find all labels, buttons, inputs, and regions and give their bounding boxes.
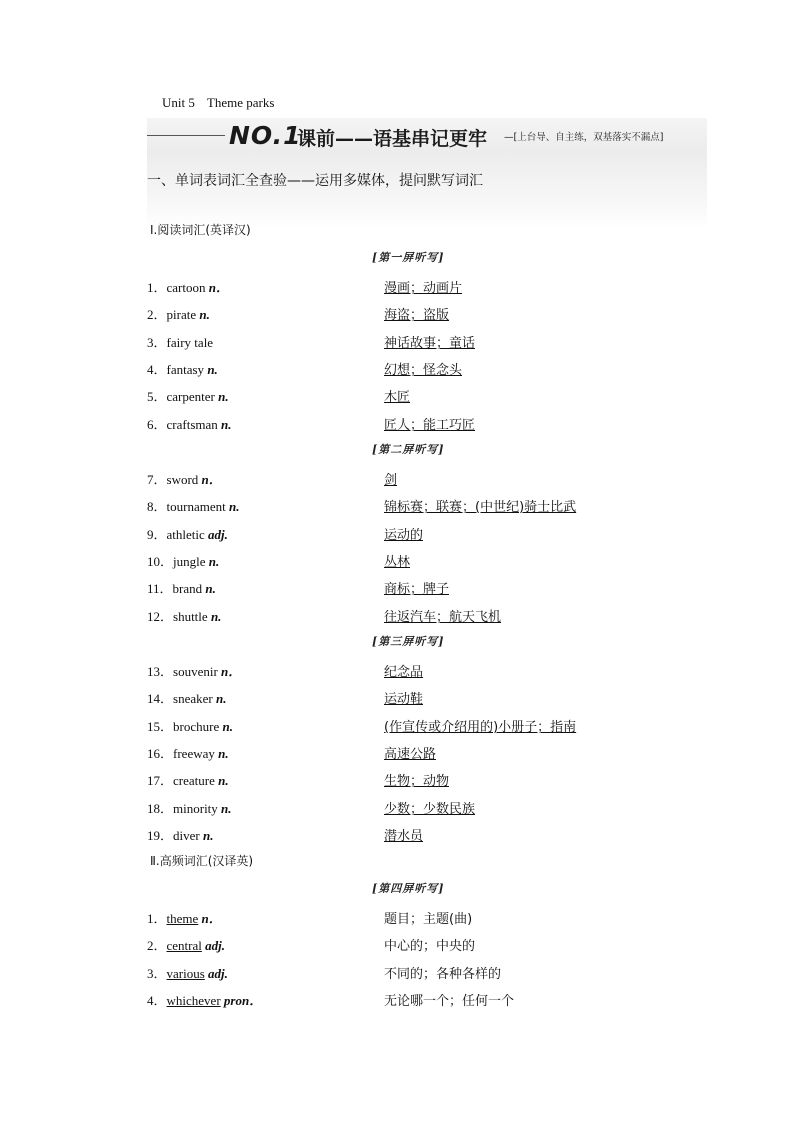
chinese-meaning: 锦标赛；联赛；(中世纪)骑士比武 bbox=[384, 500, 577, 515]
unit-label: Unit 5 bbox=[162, 95, 195, 110]
vocab-term bbox=[147, 798, 232, 817]
chinese-meaning: 无论哪一个；任何一个 bbox=[384, 994, 515, 1009]
vocab-term bbox=[147, 277, 229, 296]
chinese-meaning: 纪念品 bbox=[384, 665, 424, 680]
part-of-speech: n． bbox=[221, 664, 242, 679]
english-word: brochure bbox=[173, 719, 220, 734]
vocab-term bbox=[147, 414, 232, 433]
chinese-meaning: 不同的；各种各样的 bbox=[384, 967, 502, 982]
item-number: 10． bbox=[147, 554, 174, 569]
english-word: carpenter bbox=[166, 389, 215, 404]
item-number: 11． bbox=[147, 581, 173, 596]
screen-label: [第一屏听写] bbox=[372, 251, 445, 264]
section-heading: 一、单词表词汇全查验——运用多媒体，提问默写词汇 bbox=[147, 173, 483, 189]
chinese-meaning: 潜水员 bbox=[384, 829, 424, 844]
chinese-meaning: 剑 bbox=[384, 473, 398, 488]
item-number: 15． bbox=[147, 719, 174, 734]
english-word: brand bbox=[172, 581, 203, 596]
english-word: fairy tale bbox=[166, 335, 214, 350]
vocab-row bbox=[0, 798, 794, 820]
english-word: cartoon bbox=[166, 280, 206, 295]
english-word: central bbox=[166, 938, 202, 953]
chinese-meaning: 题目；主题(曲) bbox=[384, 912, 473, 927]
chinese-meaning: 丛林 bbox=[384, 555, 411, 570]
item-number: 2． bbox=[147, 938, 167, 953]
english-word: tournament bbox=[166, 499, 226, 514]
part-of-speech: n. bbox=[218, 746, 229, 761]
item-number: 19． bbox=[147, 828, 174, 843]
item-number: 4． bbox=[147, 993, 167, 1008]
chinese-meaning: (作宣传或介绍用的)小册子；指南 bbox=[384, 720, 577, 735]
part-of-speech: n. bbox=[208, 554, 220, 569]
vocab-term bbox=[147, 770, 229, 789]
chinese-meaning: 商标；牌子 bbox=[384, 582, 450, 597]
section-banner bbox=[147, 121, 707, 149]
vocab-term bbox=[147, 551, 219, 570]
vocab-row bbox=[0, 386, 794, 408]
vocab-row bbox=[0, 524, 794, 546]
vocab-row bbox=[0, 743, 794, 765]
item-number: 14． bbox=[147, 691, 174, 706]
vocab-term bbox=[147, 524, 228, 543]
part-of-speech: adj. bbox=[208, 527, 228, 542]
banner-note: —[上台导、自主练，双基落实不漏点] bbox=[504, 132, 664, 143]
english-word: sword bbox=[166, 472, 199, 487]
vocab-row bbox=[0, 496, 794, 518]
item-number: 7． bbox=[147, 472, 167, 487]
chinese-meaning: 少数；少数民族 bbox=[384, 802, 476, 817]
part-of-speech: n. bbox=[228, 499, 240, 514]
english-word: creature bbox=[173, 773, 215, 788]
part-of-speech: n. bbox=[215, 691, 227, 706]
screen-label: [第四屏听写] bbox=[372, 882, 445, 895]
vocab-row bbox=[0, 935, 794, 957]
vocab-term bbox=[147, 990, 262, 1009]
vocab-term bbox=[147, 963, 228, 982]
vocab-term bbox=[147, 578, 216, 597]
vocab-row bbox=[0, 908, 794, 930]
english-word: fantasy bbox=[166, 362, 205, 377]
item-number: 8． bbox=[147, 499, 167, 514]
english-word: craftsman bbox=[166, 417, 218, 432]
screen-label: [第二屏听写] bbox=[372, 443, 445, 456]
vocab-term bbox=[147, 496, 239, 515]
part-of-speech: n. bbox=[202, 828, 214, 843]
chinese-meaning: 幻想；怪念头 bbox=[384, 363, 463, 378]
chinese-meaning: 匠人；能工巧匠 bbox=[384, 418, 476, 433]
english-word: jungle bbox=[173, 554, 206, 569]
vocab-row bbox=[0, 963, 794, 985]
english-word: minority bbox=[173, 801, 218, 816]
chinese-meaning: 往返汽车；航天飞机 bbox=[384, 610, 502, 625]
chinese-meaning: 神话故事；童话 bbox=[384, 336, 476, 351]
vocab-row bbox=[0, 661, 794, 683]
banner-rule-left bbox=[147, 135, 225, 136]
english-word: athletic bbox=[166, 527, 205, 542]
chinese-meaning: 生物；动物 bbox=[384, 774, 450, 789]
english-word: shuttle bbox=[173, 609, 208, 624]
vocab-row bbox=[0, 606, 794, 628]
item-number: 3． bbox=[147, 966, 167, 981]
item-number: 18． bbox=[147, 801, 174, 816]
item-number: 12． bbox=[147, 609, 174, 624]
part-of-speech: n． bbox=[208, 280, 229, 295]
part-of-speech: n. bbox=[199, 307, 210, 322]
vocab-term bbox=[147, 743, 229, 762]
screen-label: [第三屏听写] bbox=[372, 635, 445, 648]
banner-number: NO.1 bbox=[229, 121, 302, 150]
chinese-meaning: 运动鞋 bbox=[384, 692, 424, 707]
vocab-row bbox=[0, 469, 794, 491]
english-word: souvenir bbox=[173, 664, 218, 679]
item-number: 9． bbox=[147, 527, 167, 542]
item-number: 1． bbox=[147, 280, 167, 295]
vocab-row bbox=[0, 414, 794, 436]
vocab-term bbox=[147, 935, 225, 954]
chinese-meaning: 高速公路 bbox=[384, 747, 437, 762]
vocab-term bbox=[147, 304, 210, 323]
english-word: freeway bbox=[173, 746, 215, 761]
part-of-speech: n. bbox=[210, 609, 222, 624]
part-of-speech: n. bbox=[218, 389, 229, 404]
part-of-speech: pron． bbox=[223, 993, 263, 1008]
vocab-term bbox=[147, 716, 233, 735]
vocab-row bbox=[0, 578, 794, 600]
vocab-row bbox=[0, 825, 794, 847]
item-number: 1． bbox=[147, 911, 167, 926]
vocab-row bbox=[0, 770, 794, 792]
vocab-term bbox=[147, 386, 229, 405]
unit-title bbox=[162, 95, 274, 111]
part-of-speech: n. bbox=[222, 719, 233, 734]
vocab-row bbox=[0, 332, 794, 354]
item-number: 6． bbox=[147, 417, 167, 432]
part-of-speech: n. bbox=[221, 417, 232, 432]
item-number: 4． bbox=[147, 362, 167, 377]
item-number: 16． bbox=[147, 746, 174, 761]
item-number: 17． bbox=[147, 773, 174, 788]
vocab-term bbox=[147, 661, 241, 680]
vocab-row bbox=[0, 359, 794, 381]
part-of-speech: n. bbox=[221, 801, 232, 816]
chinese-meaning: 运动的 bbox=[384, 528, 424, 543]
part-of-speech: n． bbox=[201, 472, 222, 487]
chinese-meaning: 木匠 bbox=[384, 390, 411, 405]
vocab-term bbox=[147, 688, 226, 707]
part-of-speech: adj. bbox=[205, 938, 226, 953]
english-word: diver bbox=[173, 828, 200, 843]
chinese-meaning: 中心的；中央的 bbox=[384, 939, 476, 954]
item-number: 3． bbox=[147, 335, 167, 350]
vocab-term bbox=[147, 825, 213, 844]
english-word: whichever bbox=[166, 993, 221, 1008]
unit-topic: Theme parks bbox=[206, 95, 275, 110]
vocab-row bbox=[0, 304, 794, 326]
item-number: 2． bbox=[147, 307, 167, 322]
item-number: 13． bbox=[147, 664, 174, 679]
part-of-speech: adj. bbox=[208, 966, 228, 981]
vocab-row bbox=[0, 551, 794, 573]
vocab-term bbox=[147, 359, 218, 378]
part-heading: Ⅱ.高频词汇(汉译英) bbox=[150, 854, 254, 868]
banner-title: 课前——语基串记更牢 bbox=[297, 128, 488, 150]
vocab-row bbox=[0, 990, 794, 1012]
part-of-speech: n. bbox=[205, 581, 216, 596]
vocab-row bbox=[0, 688, 794, 710]
vocab-row bbox=[0, 277, 794, 299]
vocab-term bbox=[147, 908, 222, 927]
part-of-speech: n. bbox=[207, 362, 218, 377]
vocab-term bbox=[147, 606, 221, 625]
vocab-term bbox=[147, 469, 222, 488]
english-word: pirate bbox=[166, 307, 197, 322]
vocab-row bbox=[0, 716, 794, 738]
vocab-term bbox=[147, 332, 213, 351]
english-word: various bbox=[166, 966, 205, 981]
english-word: sneaker bbox=[173, 691, 213, 706]
item-number: 5． bbox=[147, 389, 167, 404]
part-of-speech: n． bbox=[201, 911, 222, 926]
chinese-meaning: 海盗；盗版 bbox=[384, 308, 450, 323]
part-of-speech: n. bbox=[218, 773, 229, 788]
english-word: theme bbox=[166, 911, 199, 926]
part-heading: Ⅰ.阅读词汇(英译汉) bbox=[150, 223, 251, 237]
chinese-meaning: 漫画；动画片 bbox=[384, 281, 463, 296]
